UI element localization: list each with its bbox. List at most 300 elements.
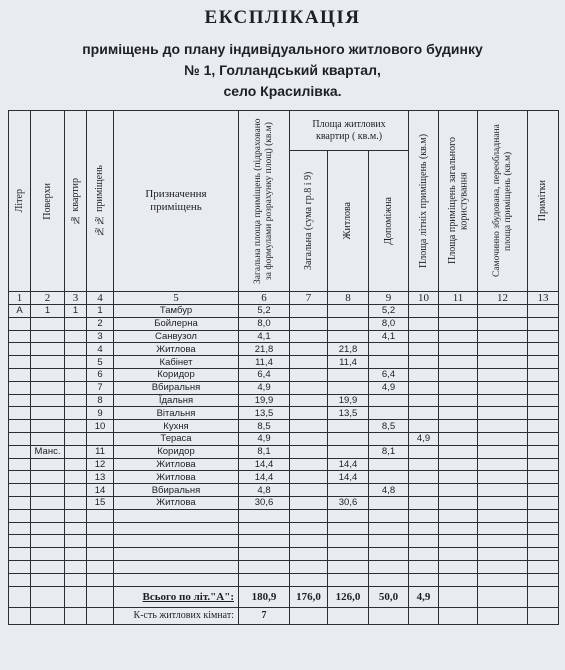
cell-living <box>328 509 369 522</box>
cell-empty <box>478 407 528 420</box>
cell-no <box>87 548 114 561</box>
cell-apt <box>65 535 87 548</box>
rooms-count-label: К-сть житлових кімнат: <box>114 607 239 624</box>
cell-purpose: Вітальня <box>114 407 239 420</box>
cell-empty <box>65 586 87 607</box>
cell-empty <box>439 445 478 458</box>
cell-living <box>328 560 369 573</box>
cell-purpose: Житлова <box>114 458 239 471</box>
cell-empty <box>528 607 559 624</box>
column-number: 9 <box>369 292 409 305</box>
cell-apt-total <box>290 368 328 381</box>
column-number: 6 <box>239 292 290 305</box>
cell-liter <box>9 381 31 394</box>
cell-living: 14,4 <box>328 471 369 484</box>
cell-floor <box>31 368 65 381</box>
cell-aux <box>369 356 409 369</box>
cell-summer <box>409 509 439 522</box>
cell-empty <box>478 343 528 356</box>
cell-liter <box>9 560 31 573</box>
cell-empty <box>478 420 528 433</box>
cell-summer <box>409 522 439 535</box>
cell-total: 5,2 <box>239 305 290 318</box>
cell-liter <box>9 445 31 458</box>
header-liter: Літер <box>9 111 31 292</box>
cell-total: 4,8 <box>239 484 290 497</box>
cell-apt-total <box>290 484 328 497</box>
cell-purpose: Житлова <box>114 343 239 356</box>
cell-summer <box>409 407 439 420</box>
cell-purpose <box>114 509 239 522</box>
cell-no <box>87 509 114 522</box>
cell-summer <box>409 317 439 330</box>
cell-total: 14,4 <box>239 471 290 484</box>
cell-aux <box>369 432 409 445</box>
cell-aux <box>369 509 409 522</box>
cell-apt-total <box>290 305 328 318</box>
cell-liter <box>9 548 31 561</box>
cell-living: 21,8 <box>328 343 369 356</box>
cell-apt <box>65 356 87 369</box>
cell-empty <box>439 471 478 484</box>
cell-empty <box>478 445 528 458</box>
cell-total <box>239 535 290 548</box>
cell-total <box>239 560 290 573</box>
cell-purpose: Їдальня <box>114 394 239 407</box>
explication-table <box>8 110 559 625</box>
cell-summer <box>409 560 439 573</box>
cell-summer <box>409 548 439 561</box>
cell-purpose <box>114 548 239 561</box>
cell-floor <box>31 407 65 420</box>
cell-apt-total <box>290 509 328 522</box>
rooms-count-value: 7 <box>239 607 290 624</box>
cell-living <box>328 420 369 433</box>
cell-living: 19,9 <box>328 394 369 407</box>
cell-summer <box>409 420 439 433</box>
cell-empty <box>528 535 559 548</box>
cell-living <box>328 368 369 381</box>
cell-summer <box>409 343 439 356</box>
cell-apt-total <box>290 522 328 535</box>
header-total-area: Загальна площа приміщень (підраховано за формулами розрахунку площ) (кв.м) <box>239 111 290 292</box>
subtitle-line-1: приміщень до плану індивідуального житлового будинку <box>82 41 483 57</box>
cell-liter <box>9 330 31 343</box>
cell-apt <box>65 522 87 535</box>
cell-purpose: Тамбур <box>114 305 239 318</box>
cell-apt-total <box>290 548 328 561</box>
cell-apt <box>65 471 87 484</box>
cell-empty <box>528 317 559 330</box>
cell-apt <box>65 573 87 586</box>
cell-total: 11,4 <box>239 356 290 369</box>
cell-aux: 8,1 <box>369 445 409 458</box>
cell-no <box>87 522 114 535</box>
cell-empty <box>528 394 559 407</box>
cell-living <box>328 548 369 561</box>
cell-empty <box>478 607 528 624</box>
cell-apt <box>65 548 87 561</box>
cell-floor: Манс. <box>31 445 65 458</box>
cell-total: 8,5 <box>239 420 290 433</box>
column-number: 3 <box>65 292 87 305</box>
cell-total: 6,4 <box>239 368 290 381</box>
column-number: 13 <box>528 292 559 305</box>
cell-floor <box>31 420 65 433</box>
cell-liter <box>9 394 31 407</box>
cell-purpose: Кабінет <box>114 356 239 369</box>
cell-apt-total <box>290 573 328 586</box>
cell-no: 4 <box>87 343 114 356</box>
cell-empty <box>478 586 528 607</box>
cell-living: 11,4 <box>328 356 369 369</box>
cell-aux <box>369 573 409 586</box>
table-row <box>9 381 559 394</box>
table-row <box>9 484 559 497</box>
cell-apt-total <box>290 407 328 420</box>
cell-liter <box>9 420 31 433</box>
cell-apt-total <box>290 330 328 343</box>
cell-liter <box>9 509 31 522</box>
column-number: 5 <box>114 292 239 305</box>
cell-liter <box>9 343 31 356</box>
totals-living: 126,0 <box>328 586 369 607</box>
cell-liter <box>9 432 31 445</box>
cell-empty <box>528 368 559 381</box>
cell-summer <box>409 573 439 586</box>
table-row <box>9 573 559 586</box>
cell-empty <box>478 381 528 394</box>
column-numbers-row <box>9 292 559 305</box>
cell-empty <box>478 305 528 318</box>
cell-empty <box>439 368 478 381</box>
totals-aux: 50,0 <box>369 586 409 607</box>
cell-empty <box>439 305 478 318</box>
table-row <box>9 445 559 458</box>
cell-apt <box>65 509 87 522</box>
table-row <box>9 356 559 369</box>
cell-aux <box>369 535 409 548</box>
cell-purpose: Коридор <box>114 445 239 458</box>
cell-living <box>328 484 369 497</box>
cell-empty <box>528 560 559 573</box>
cell-empty <box>478 432 528 445</box>
header-apt-total: Загальна (сума гр.8 і 9) <box>290 151 328 292</box>
cell-apt <box>65 381 87 394</box>
header-floors: Поверхи <box>31 111 65 292</box>
cell-apt-total <box>290 496 328 509</box>
cell-floor <box>31 535 65 548</box>
cell-total <box>239 522 290 535</box>
cell-floor <box>31 343 65 356</box>
cell-summer <box>409 330 439 343</box>
cell-total: 19,9 <box>239 394 290 407</box>
table-row <box>9 407 559 420</box>
cell-liter <box>9 535 31 548</box>
cell-floor <box>31 432 65 445</box>
cell-empty <box>439 607 478 624</box>
cell-apt <box>65 330 87 343</box>
cell-empty <box>439 573 478 586</box>
cell-empty <box>478 458 528 471</box>
cell-no <box>87 432 114 445</box>
cell-empty <box>439 420 478 433</box>
cell-apt-total <box>290 471 328 484</box>
cell-no: 8 <box>87 394 114 407</box>
cell-total <box>239 573 290 586</box>
cell-aux: 4,9 <box>369 381 409 394</box>
cell-empty <box>528 330 559 343</box>
cell-aux <box>369 471 409 484</box>
cell-floor <box>31 356 65 369</box>
cell-liter <box>9 573 31 586</box>
cell-apt <box>65 432 87 445</box>
cell-apt <box>65 368 87 381</box>
cell-no: 13 <box>87 471 114 484</box>
cell-floor <box>31 381 65 394</box>
cell-empty <box>528 496 559 509</box>
cell-empty <box>478 522 528 535</box>
cell-summer <box>409 496 439 509</box>
cell-purpose: Тераса <box>114 432 239 445</box>
cell-empty <box>528 458 559 471</box>
cell-empty <box>31 607 65 624</box>
cell-aux <box>369 394 409 407</box>
cell-apt-total <box>290 445 328 458</box>
totals-total: 180,9 <box>239 586 290 607</box>
cell-summer <box>409 368 439 381</box>
cell-total: 8,1 <box>239 445 290 458</box>
table-row <box>9 343 559 356</box>
cell-empty <box>290 607 328 624</box>
totals-row <box>9 586 559 607</box>
cell-living: 13,5 <box>328 407 369 420</box>
cell-summer: 4,9 <box>409 432 439 445</box>
cell-apt-total <box>290 356 328 369</box>
cell-summer <box>409 445 439 458</box>
cell-no: 12 <box>87 458 114 471</box>
totals-summer: 4,9 <box>409 586 439 607</box>
table-row <box>9 458 559 471</box>
cell-liter <box>9 368 31 381</box>
cell-purpose: Кухня <box>114 420 239 433</box>
cell-total <box>239 548 290 561</box>
cell-empty <box>439 586 478 607</box>
cell-floor <box>31 394 65 407</box>
totals-apt-total: 176,0 <box>290 586 328 607</box>
cell-floor <box>31 509 65 522</box>
header-auxiliary: Допоміжна <box>369 151 409 292</box>
cell-empty <box>528 522 559 535</box>
cell-living <box>328 381 369 394</box>
cell-no: 3 <box>87 330 114 343</box>
cell-aux <box>369 560 409 573</box>
cell-apt <box>65 420 87 433</box>
cell-apt <box>65 394 87 407</box>
table-row <box>9 432 559 445</box>
cell-living <box>328 535 369 548</box>
cell-empty <box>478 471 528 484</box>
column-number: 12 <box>478 292 528 305</box>
cell-liter <box>9 471 31 484</box>
cell-apt <box>65 317 87 330</box>
cell-empty <box>409 607 439 624</box>
cell-aux <box>369 343 409 356</box>
cell-floor <box>31 330 65 343</box>
cell-no: 6 <box>87 368 114 381</box>
cell-total: 21,8 <box>239 343 290 356</box>
cell-empty <box>478 317 528 330</box>
cell-no: 7 <box>87 381 114 394</box>
cell-apt <box>65 343 87 356</box>
cell-purpose <box>114 535 239 548</box>
cell-aux: 4,8 <box>369 484 409 497</box>
cell-empty <box>528 484 559 497</box>
cell-apt <box>65 407 87 420</box>
cell-empty <box>439 496 478 509</box>
cell-aux <box>369 407 409 420</box>
table-row <box>9 368 559 381</box>
cell-empty <box>478 330 528 343</box>
column-number: 7 <box>290 292 328 305</box>
cell-summer <box>409 356 439 369</box>
cell-purpose: Санвузол <box>114 330 239 343</box>
cell-summer <box>409 471 439 484</box>
header-apt-area-group: Площа житлових квартир ( кв.м.) <box>290 111 409 151</box>
table-row <box>9 560 559 573</box>
header-self-built: Самочинно збудована, переобладнана площа приміщень (кв.м) <box>478 111 528 292</box>
column-number: 8 <box>328 292 369 305</box>
cell-purpose: Бойлерна <box>114 317 239 330</box>
cell-empty <box>528 305 559 318</box>
cell-empty <box>439 484 478 497</box>
cell-empty <box>9 607 31 624</box>
cell-aux: 5,2 <box>369 305 409 318</box>
cell-empty <box>9 586 31 607</box>
cell-floor <box>31 317 65 330</box>
table-row <box>9 509 559 522</box>
cell-apt-total <box>290 535 328 548</box>
cell-aux: 4,1 <box>369 330 409 343</box>
cell-empty <box>439 317 478 330</box>
header-common-area: Площа приміщень загального користування <box>439 111 478 292</box>
cell-purpose <box>114 522 239 535</box>
cell-no: 5 <box>87 356 114 369</box>
cell-empty <box>439 458 478 471</box>
cell-no: 2 <box>87 317 114 330</box>
cell-summer <box>409 381 439 394</box>
cell-no: 9 <box>87 407 114 420</box>
cell-purpose: Житлова <box>114 496 239 509</box>
column-number: 1 <box>9 292 31 305</box>
table-row <box>9 317 559 330</box>
cell-liter <box>9 484 31 497</box>
cell-empty <box>528 356 559 369</box>
cell-liter <box>9 407 31 420</box>
cell-apt-total <box>290 317 328 330</box>
column-number: 4 <box>87 292 114 305</box>
totals-label: Всього по літ."А": <box>114 586 239 607</box>
cell-total: 13,5 <box>239 407 290 420</box>
cell-apt-total <box>290 420 328 433</box>
cell-empty <box>439 343 478 356</box>
cell-empty <box>528 381 559 394</box>
cell-apt <box>65 496 87 509</box>
cell-empty <box>528 471 559 484</box>
cell-floor <box>31 484 65 497</box>
cell-summer <box>409 394 439 407</box>
cell-total <box>239 509 290 522</box>
subtitle-line-2: № 1, Голландський квартал, <box>184 62 381 78</box>
cell-aux: 8,0 <box>369 317 409 330</box>
cell-empty <box>87 607 114 624</box>
cell-no: 10 <box>87 420 114 433</box>
cell-aux <box>369 548 409 561</box>
cell-empty <box>478 560 528 573</box>
cell-living <box>328 432 369 445</box>
cell-aux <box>369 496 409 509</box>
cell-apt <box>65 445 87 458</box>
header-purpose: Призначення приміщень <box>114 111 239 292</box>
cell-empty <box>478 484 528 497</box>
cell-empty <box>528 573 559 586</box>
cell-floor <box>31 573 65 586</box>
cell-no: 14 <box>87 484 114 497</box>
cell-living <box>328 305 369 318</box>
table-row <box>9 522 559 535</box>
cell-total: 4,9 <box>239 381 290 394</box>
cell-empty <box>478 496 528 509</box>
cell-liter <box>9 496 31 509</box>
cell-empty <box>478 548 528 561</box>
cell-liter <box>9 317 31 330</box>
subtitle-line-3: село Красилівка. <box>223 83 342 99</box>
cell-empty <box>328 607 369 624</box>
cell-empty <box>478 509 528 522</box>
cell-total: 8,0 <box>239 317 290 330</box>
cell-empty <box>439 394 478 407</box>
cell-purpose: Вбиральня <box>114 381 239 394</box>
document-title: ЕКСПЛІКАЦІЯ <box>204 7 361 28</box>
cell-apt-total <box>290 432 328 445</box>
cell-summer <box>409 305 439 318</box>
cell-no: 15 <box>87 496 114 509</box>
cell-purpose: Житлова <box>114 471 239 484</box>
cell-apt-total <box>290 394 328 407</box>
cell-empty <box>439 356 478 369</box>
cell-floor <box>31 458 65 471</box>
cell-empty <box>439 330 478 343</box>
header-apt-no: № квартир <box>65 111 87 292</box>
table-row <box>9 535 559 548</box>
cell-empty <box>528 548 559 561</box>
cell-apt-total <box>290 381 328 394</box>
table-row <box>9 496 559 509</box>
cell-no: 11 <box>87 445 114 458</box>
table-row <box>9 548 559 561</box>
cell-empty <box>528 407 559 420</box>
cell-empty <box>439 522 478 535</box>
cell-floor <box>31 548 65 561</box>
cell-aux: 6,4 <box>369 368 409 381</box>
cell-floor <box>31 522 65 535</box>
cell-empty <box>31 586 65 607</box>
cell-purpose <box>114 560 239 573</box>
cell-empty <box>528 586 559 607</box>
cell-apt: 1 <box>65 305 87 318</box>
cell-living <box>328 317 369 330</box>
cell-floor <box>31 560 65 573</box>
